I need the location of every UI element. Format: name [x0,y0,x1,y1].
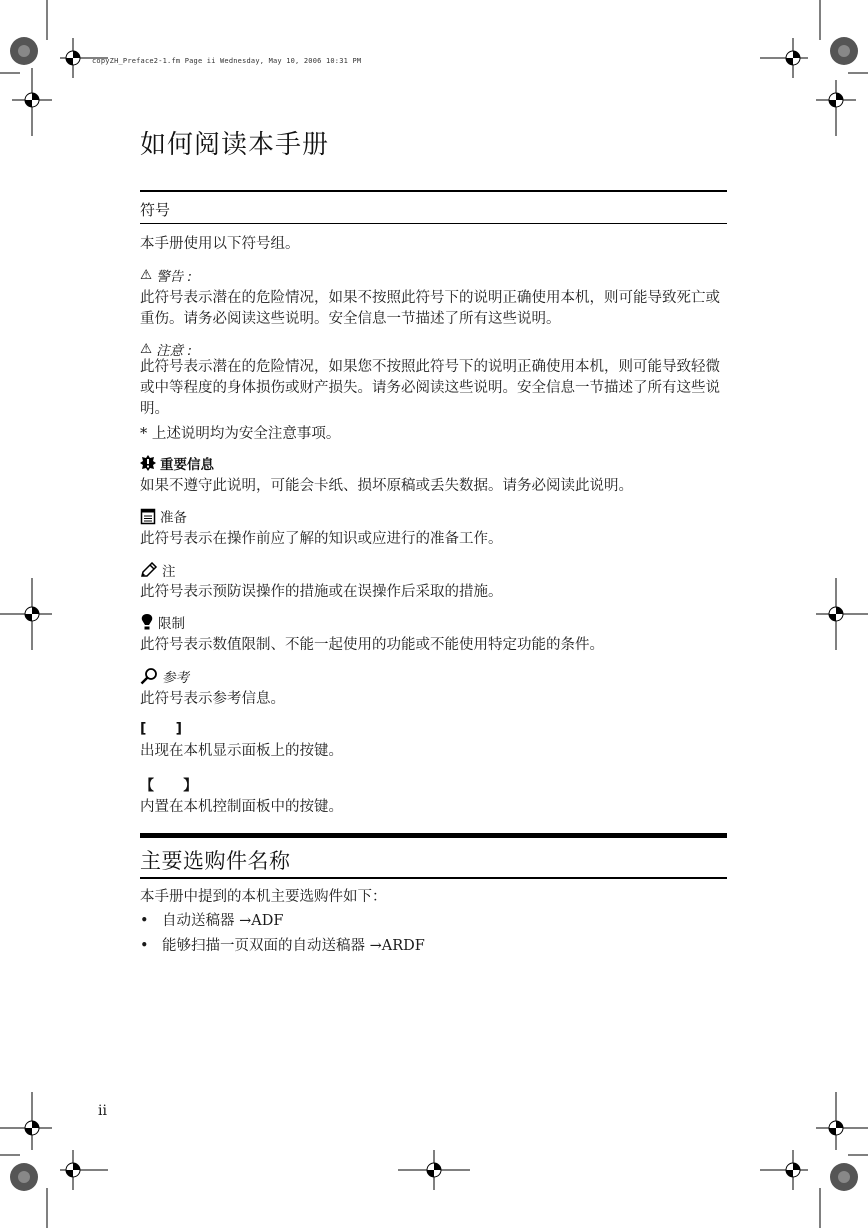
options-rule-top [140,833,727,838]
bullet-icon: • [140,938,149,954]
note-pencil-icon [140,562,158,578]
display-keys-label: [ ] [140,721,183,737]
bullet-icon: • [140,913,149,929]
option-item-text: 能够扫描一页双面的自动送稿器 →ARDF [162,938,425,954]
page-title: 如何阅读本手册 [140,130,330,160]
section-rule-top [140,190,727,192]
preparation-notepad-icon [140,508,156,525]
display-keys-text: 出现在本机显示面板上的按键。 [140,743,343,759]
option-item [140,936,425,957]
panel-keys-label: 【 】 [140,778,198,794]
note-label-text: 注 [162,564,176,580]
panel-keys-text: 内置在本机控制面板中的按键。 [140,799,343,815]
important-text: 如果不遵守此说明，可能会卡纸、损坏原稿或丢失数据。请务必阅读此说明。 [140,478,633,494]
file-info-header: copyZH_Preface2-1.fm Page ii Wednesday, May 10, 2006 10:31 PM [92,57,362,65]
warning-label [140,265,192,285]
preparation-label-text: 准备 [160,510,187,526]
option-item [140,911,283,932]
preparation-text: 此符号表示在操作前应了解的知识或应进行的准备工作。 [140,531,503,547]
important-label-text: 重要信息 [160,457,214,473]
caution-text: 此符号表示潜在的危险情况，如果您不按照此符号下的说明正确使用本机，则可能导致轻微或中等程度的身体损伤或财产损失。请务必阅读这些说明。安全信息一节描述了所有这些说明。 [140,359,720,417]
reference-label-text: 参考 [162,670,189,686]
symbols-heading: 符号 [140,201,171,219]
limitation-pin-icon [140,614,154,631]
caution-triangle-icon: ⚠ [140,341,153,357]
options-rule-bottom [140,877,727,879]
page-number: ii [98,1103,107,1119]
safety-footnote: * 上述说明均为安全注意事项。 [140,426,341,442]
warning-label-text: 警告 : [156,269,192,285]
section-rule-bottom [140,223,727,224]
note-text: 此符号表示预防误操作的措施或在误操作后采取的措施。 [140,584,503,600]
preparation-label [140,506,187,526]
warning-text: 此符号表示潜在的危险情况，如果不按照此符号下的说明正确使用本机，则可能导致死亡或重伤。请务必阅读这些说明。安全信息一节描述了所有这些说明。 [140,290,720,327]
reference-label [140,666,189,686]
warning-triangle-icon: ⚠ [140,267,153,283]
options-intro: 本手册中提到的本机主要选购件如下： [140,889,387,905]
reference-magnifier-icon [140,668,158,685]
limitation-text: 此符号表示数值限制、不能一起使用的功能或不能使用特定功能的条件。 [140,637,604,653]
symbols-intro: 本手册使用以下符号组。 [140,236,300,252]
limitation-label-text: 限制 [158,616,185,632]
caution-label [140,339,192,359]
note-label [140,560,176,580]
important-label [140,453,214,473]
limitation-label [140,612,185,632]
options-heading: 主要选购件名称 [140,849,291,873]
option-item-text: 自动送稿器 →ADF [162,913,284,929]
reference-text: 此符号表示参考信息。 [140,691,285,707]
caution-label-text: 注意 : [156,343,192,359]
important-badge-icon [140,455,156,471]
